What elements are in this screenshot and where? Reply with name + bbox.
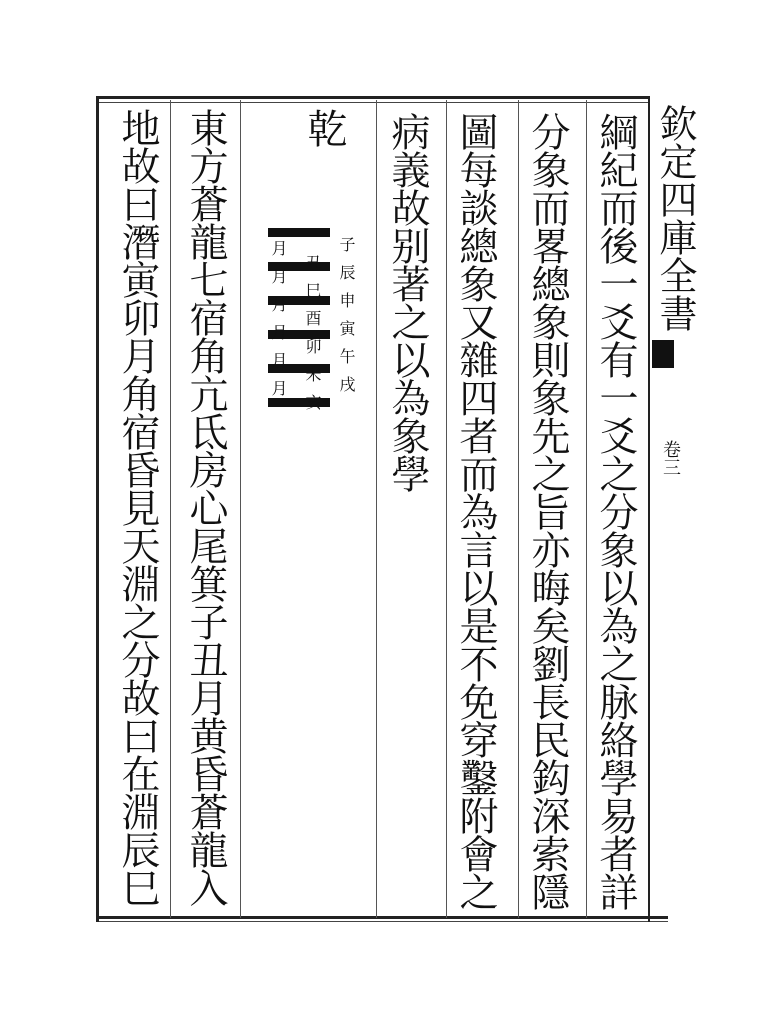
margin-juan: 卷三 xyxy=(660,440,681,476)
text-column-4: 病義故别著之以為象學 xyxy=(385,112,430,492)
text-column-3: 圖每談總象又雜四者而為言以是不免穿鑿附會之 xyxy=(453,112,498,910)
column-separator xyxy=(376,100,377,918)
page-frame-left xyxy=(96,96,99,922)
fishtail-mark xyxy=(652,340,674,368)
page-frame-bottom-inner xyxy=(98,921,668,922)
diagram-subcolumn-1: 子辰申寅午戌 xyxy=(337,236,356,404)
diagram-subcolumn-2: 丑巳酉卯未亥 xyxy=(303,254,322,422)
page-frame-bottom xyxy=(98,916,668,919)
diagram-subcolumn-3: 月月月月月月 xyxy=(269,240,288,408)
hexagram-line xyxy=(268,228,330,237)
text-column-6: 地故曰潛寅卯月角宿昏見天淵之分故曰在淵辰巳 xyxy=(115,108,160,906)
diagram-title: 乾 xyxy=(301,108,347,148)
page-frame-top xyxy=(98,96,650,99)
text-column-2: 分象而畧總象則象先之旨亦晦矣劉長民鈎深索隱 xyxy=(525,112,570,910)
text-column-5: 東方蒼龍七宿角亢氐房心尾箕子丑月黄昏蒼龍入 xyxy=(183,108,228,906)
margin-title: 欽定四庫全書 xyxy=(653,104,697,332)
column-separator xyxy=(518,100,519,918)
page-frame-right xyxy=(648,96,650,922)
page-frame-top-inner xyxy=(98,102,650,103)
text-column-1: 綱紀而後一爻有一爻之分象以為之脉絡學易者詳 xyxy=(593,112,638,910)
column-separator xyxy=(586,100,587,918)
column-separator xyxy=(446,100,447,918)
column-separator xyxy=(240,100,241,918)
column-separator xyxy=(170,100,171,918)
